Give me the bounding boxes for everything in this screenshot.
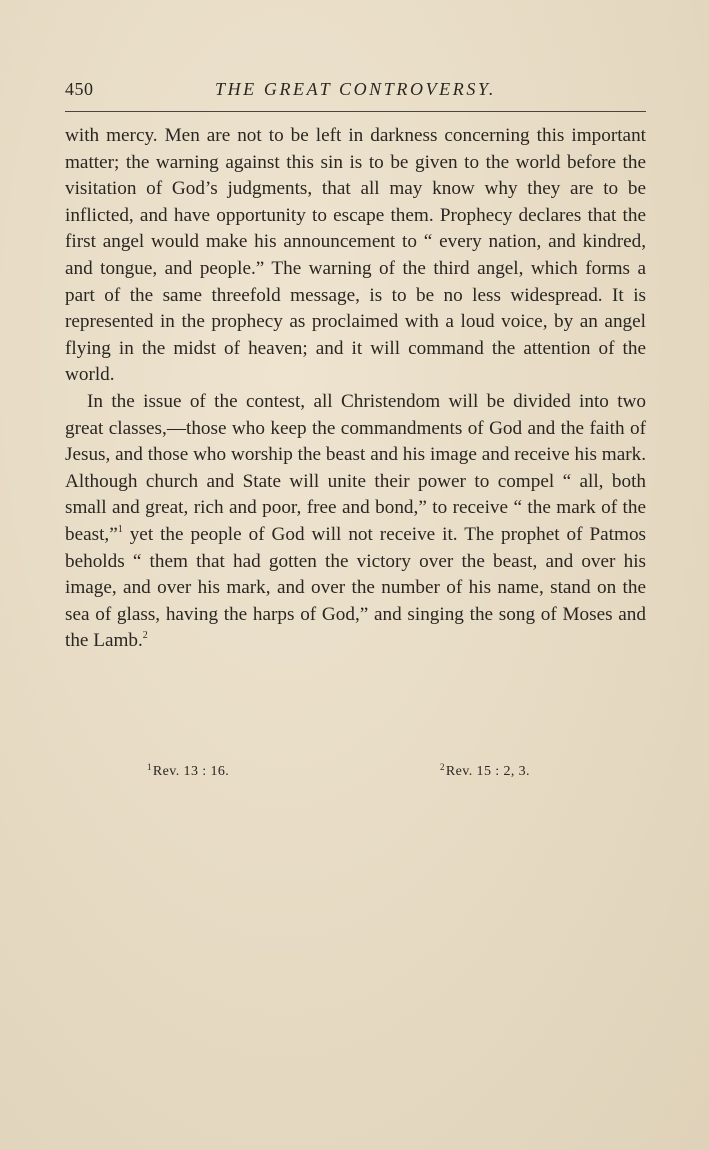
page-content bbox=[65, 0, 646, 1150]
paragraph-1: with mercy. Men are not to be left in darkness concerning this important matter; the warning against this sin is to be given to the world before the visitation of God’s judgments, that all may know why they are to be inflicted, and have opportunity to escape them. Prophecy declares that the first angel would make his announcement to “ every nation, and kindred, and tongue, and people.” The warning of the third angel, which forms a part of the same threefold message, is to be no less widespread. It is represented in the prophecy as proclaimed with a loud voice, by an angel flying in the midst of heaven; and it will command the attention of the world. bbox=[65, 125, 646, 386]
running-title: THE GREAT CONTROVERSY. bbox=[214, 79, 497, 99]
paragraph-2 bbox=[65, 389, 646, 655]
body-text bbox=[65, 123, 646, 655]
paragraph-2-text-b: yet the people of God will not receive it. The prophet of Patmos beholds “ them that had gotten the victory over the beast, and over his image, and over his mark, and over the number of his name, stand on the sea of glass, having the harps of God,” and singing the song of Moses and the Lamb. bbox=[65, 523, 646, 652]
footnote-2-text: Rev. 15 : 2, 3. bbox=[445, 764, 530, 779]
page-number: 450 bbox=[65, 79, 94, 99]
header-rule bbox=[65, 111, 646, 112]
footnote-1 bbox=[147, 763, 229, 781]
footnote-ref-2: 2 bbox=[142, 630, 148, 642]
paragraph-2-text-a: In the issue of the contest, all Christendom will be divided into two great classes,—those who keep the commandments of God and the faith of Jesus, and those who worship the beast and his image and receive his mark. Although church and State will unite their power to compel “ all, both small and great, rich and poor, free and bond,” to receive “ the mark of the beast,” bbox=[65, 390, 646, 545]
footnote-2-marker: 2 bbox=[440, 762, 445, 772]
footnote-1-text: Rev. 13 : 16. bbox=[152, 764, 230, 779]
running-head bbox=[65, 78, 646, 100]
footnote-ref-1: 1 bbox=[117, 523, 123, 535]
footnote-2 bbox=[440, 763, 530, 781]
footnote-1-marker: 1 bbox=[147, 762, 152, 772]
